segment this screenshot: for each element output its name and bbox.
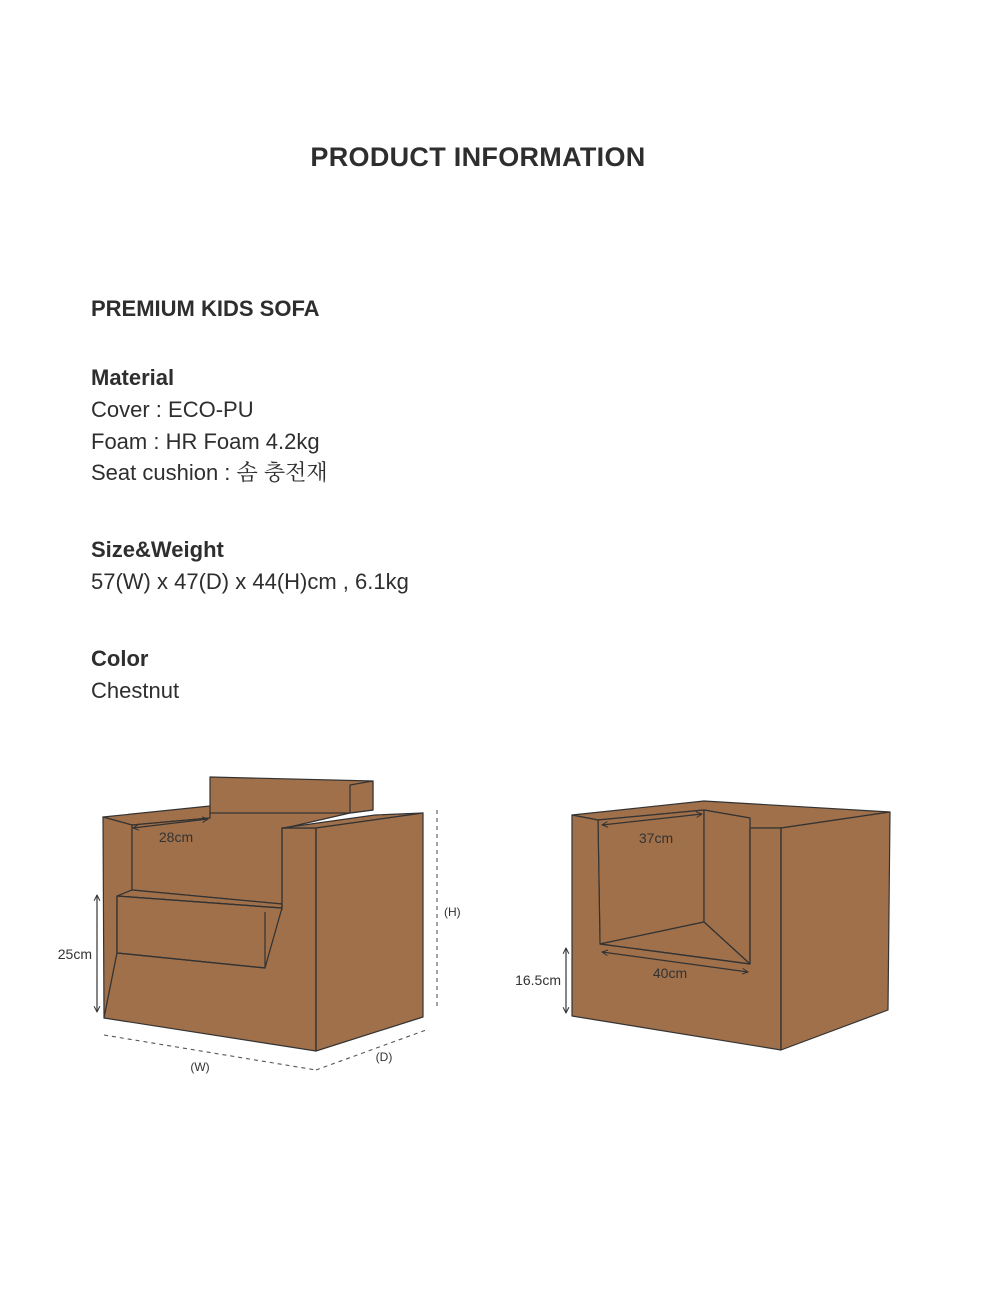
- sofa-side-diagram: [490, 790, 910, 1060]
- back-width-label: 37cm: [638, 830, 674, 846]
- material-seat-cushion: Seat cushion : 솜 충전재: [91, 460, 328, 485]
- color-section: [91, 643, 179, 707]
- seat-height-label: 16.5cm: [515, 972, 561, 988]
- material-section: [91, 362, 328, 489]
- material-heading: Material: [91, 365, 175, 390]
- width-axis-label: (W): [190, 1060, 210, 1074]
- seat-width-label: 40cm: [652, 965, 688, 981]
- front-arm-width-label: 28cm: [158, 829, 194, 845]
- size-weight-heading: Size&Weight: [91, 537, 224, 562]
- front-seat-height-label: 25cm: [57, 946, 92, 962]
- color-heading: Color: [91, 646, 149, 671]
- sofa-front-body: [103, 777, 423, 1051]
- height-axis-label: (H): [444, 905, 461, 919]
- color-value: Chestnut: [91, 678, 180, 703]
- material-cover: Cover : ECO-PU: [91, 397, 254, 422]
- material-foam: Foam : HR Foam 4.2kg: [91, 428, 320, 454]
- size-weight-section: [91, 534, 409, 598]
- page-title: PRODUCT INFORMATION: [310, 142, 646, 172]
- size-weight-value: 57(W) x 47(D) x 44(H)cm , 6.1kg: [91, 569, 409, 594]
- depth-axis-label: (D): [375, 1050, 393, 1064]
- sofa-side-body: [572, 801, 890, 1050]
- product-name: PREMIUM KIDS SOFA: [91, 296, 320, 321]
- sofa-front-diagram: [0, 760, 500, 1090]
